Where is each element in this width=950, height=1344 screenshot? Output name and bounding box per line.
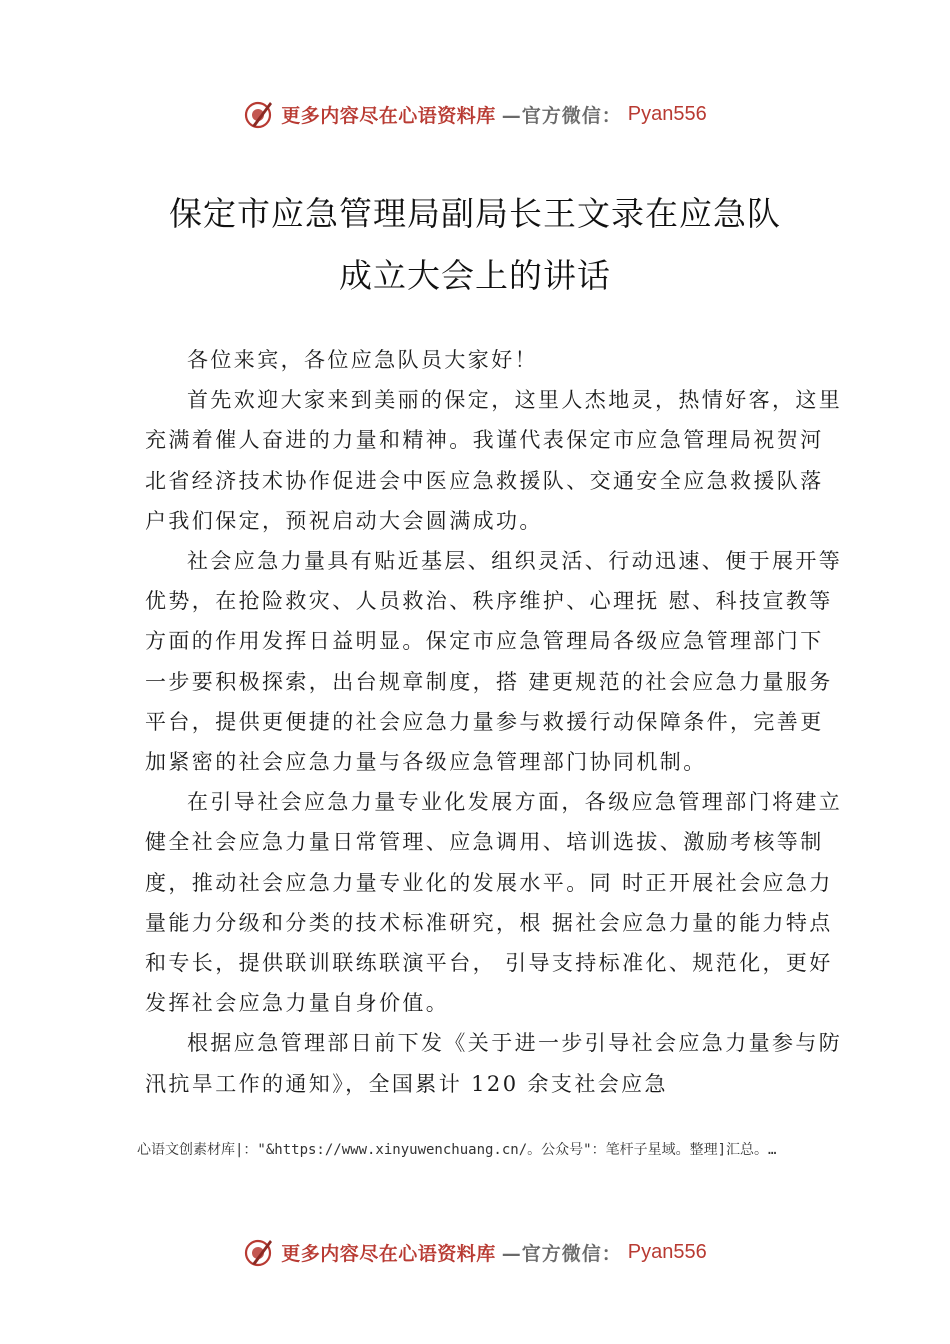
banner-text: 更多内容尽在心语资料库 xyxy=(281,104,496,127)
banner-wechat-label: —官方微信： xyxy=(501,104,622,127)
paragraph-notice: 根据应急管理部日前下发《关于进一步引导社会应急力量参与防汛抗旱工作的通知》，全国累计 120 余支社会应急 xyxy=(145,1031,843,1096)
quill-logo-icon xyxy=(243,1236,275,1268)
header-banner xyxy=(0,94,950,134)
banner-wechat-id: Pyan556 xyxy=(627,1240,707,1263)
banner-text: 更多内容尽在心语资料库 xyxy=(281,1242,496,1265)
document-body xyxy=(145,340,845,1104)
paragraph-professionalization: 在引导社会应急力量专业化发展方面，各级应急管理部门将建立健全社会应急力量日常管理、应急调用、培训选拔、激励考核等制度，推动社会应急力量专业化的发展水平。同 时正开展社会应急力量能力分级和分类的技术标准研究，根 据社会应急力量的能力特点和专长，提供联训联练联演平台， 引导支持标准化、规范化，更好发挥社会应急力量自身价值。 xyxy=(145,790,843,1016)
paragraph-welcome: 首先欢迎大家来到美丽的保定，这里人杰地灵，热情好客，这里充满着催人奋进的力量和精神。我谨代表保定市应急管理局祝贺河北省经济技术协作促进会中医应急救援队、交通安全应急救援队落户我们保定，预祝启动大会圆满成功。 xyxy=(145,388,843,533)
banner-wechat-label: —官方微信： xyxy=(501,1242,622,1265)
paragraph-greeting: 各位来宾，各位应急队员大家好！ xyxy=(187,348,538,372)
quill-logo-icon xyxy=(243,98,275,130)
document-title-line-1: 保定市应急管理局副局长王文录在应急队 xyxy=(169,194,781,233)
source-footnote: 心语文创素材库|："&https://www.xinyuwenchuang.cn/。公众号"：笔杆子星域。整理]汇总。… xyxy=(137,1142,777,1158)
banner-wechat-id: Pyan556 xyxy=(627,102,707,125)
document-title-line-2: 成立大会上的讲话 xyxy=(339,256,611,295)
paragraph-advantages: 社会应急力量具有贴近基层、组织灵活、行动迅速、便于展开等优势，在抢险救灾、人员救治、秩序维护、心理抚 慰、科技宣教等方面的作用发挥日益明显。保定市应急管理局各级应急管理部门下一步要积极探索，出台规章制度，搭 建更规范的社会应急力量服务平台，提供更便捷的社会应急力量参与救援行动保障条件，完善更加紧密的社会应急力量与各级应急管理部门协同机制。 xyxy=(145,549,843,775)
footer-banner xyxy=(0,1232,950,1272)
